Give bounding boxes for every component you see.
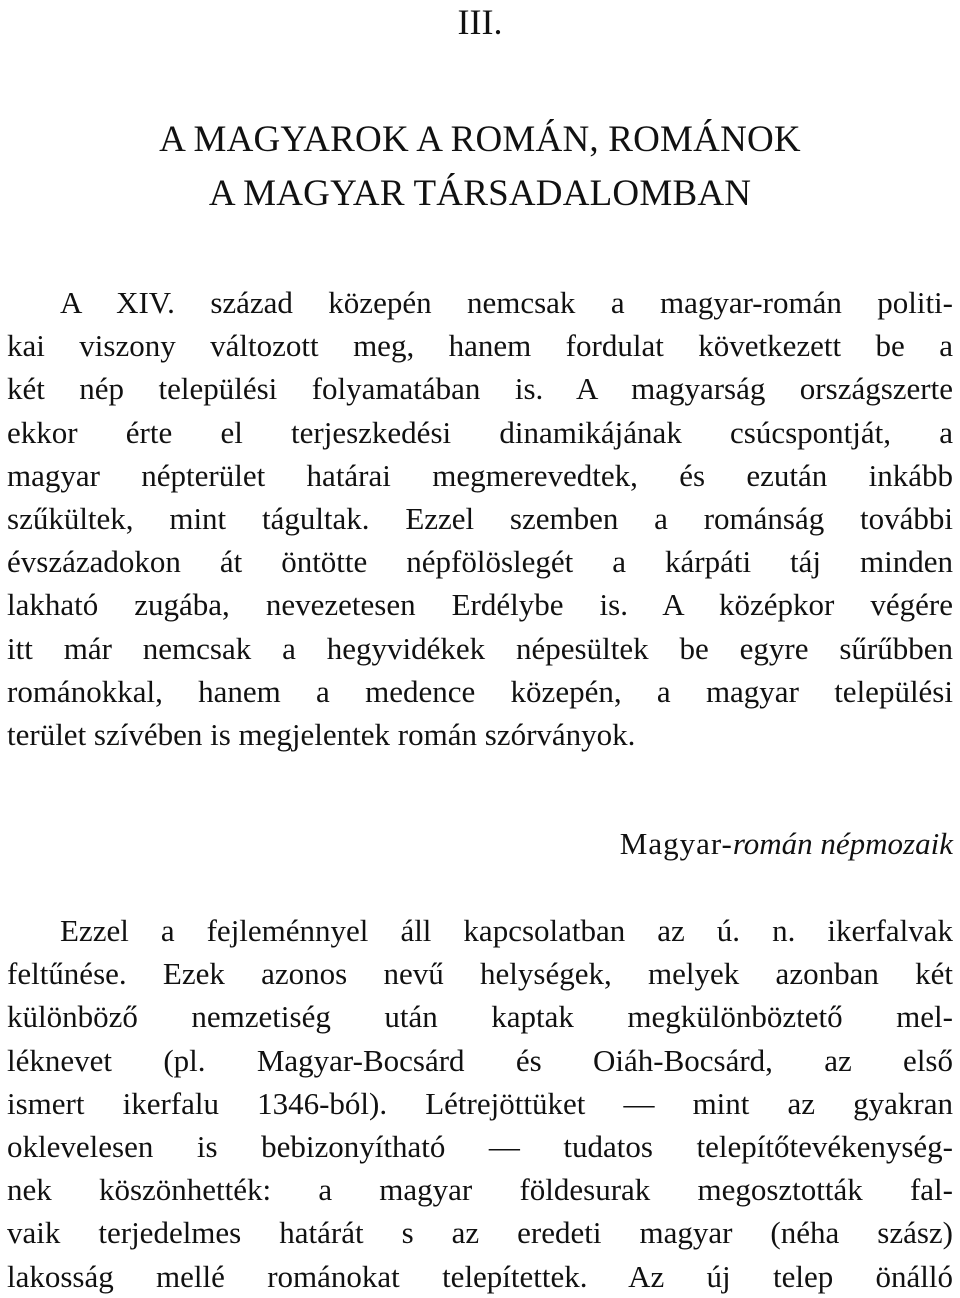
paragraph-line: feltűnése. Ezek azonos nevű helységek, melyek azonban két — [7, 956, 953, 992]
paragraph-line: két nép települési folyamatában is. A magyarság országszerte — [7, 371, 953, 407]
chapter-title — [0, 113, 960, 221]
chapter-title-line-2: A MAGYAR TÁRSADALOMBAN — [208, 173, 752, 214]
paragraph-line: vaik terjedelmes határát s az eredeti magyar (néha szász) — [7, 1215, 953, 1251]
paragraph-line: évszázadokon át öntötte népfölöslegét a kárpáti táj minden — [7, 544, 953, 580]
paragraph-line: itt már nemcsak a hegyvidékek népesültek be egyre sűrűbben — [7, 630, 953, 666]
chapter-title-line-1: A MAGYAROK A ROMÁN, ROMÁNOK — [159, 119, 801, 160]
paragraph-line: magyar népterület határai megmerevedtek, és ezután inkább — [7, 457, 953, 493]
paragraph-2 — [7, 909, 953, 1298]
paragraph-line: nek köszönhették: a magyar földesurak megosztották fal- — [7, 1172, 953, 1208]
paragraph-line: lakható zugába, nevezetesen Erdélybe is. A középkor végére — [7, 587, 953, 623]
paragraph-line: különböző nemzetiség után kaptak megkülönböztető mel- — [7, 999, 953, 1035]
section-heading-part-1: Magyar- — [619, 826, 733, 861]
chapter-number: III. — [457, 2, 503, 42]
paragraph-line: kai viszony változott meg, hanem fordulat következett be a — [7, 328, 953, 364]
paragraph-1 — [7, 281, 953, 756]
paragraph-line: ekkor érte el terjeszkedési dinamikájának csúcspontját, a — [7, 414, 953, 450]
paragraph-line: A XIV. század közepén nemcsak a magyar-román politi- — [60, 285, 953, 320]
paragraph-line: Ezzel a fejleménnyel áll kapcsolatban az ú. n. ikerfalvak — [60, 913, 953, 948]
paragraph-line: szűkültek, mint tágultak. Ezzel szemben a románság további — [7, 500, 953, 536]
paragraph-line: terület szívében is megjelentek román szórványok. — [7, 716, 636, 752]
paragraph-line: oklevelesen is bebizonyítható — tudatos telepítőtevékenység- — [7, 1128, 953, 1164]
section-heading-part-2: román népmozaik — [732, 826, 953, 861]
paragraph-line: léknevet (pl. Magyar-Bocsárd és Oiáh-Bocsárd, az első — [7, 1042, 953, 1078]
paragraph-line: románokkal, hanem a medence közepén, a magyar települési — [7, 673, 953, 709]
section-heading — [620, 822, 953, 865]
paragraph-line: lakosság mellé románokat telepítettek. Az új telep önálló — [7, 1258, 953, 1294]
paragraph-line: ismert ikerfalu 1346-ból). Létrejöttüket — mint az gyakran — [7, 1085, 953, 1121]
